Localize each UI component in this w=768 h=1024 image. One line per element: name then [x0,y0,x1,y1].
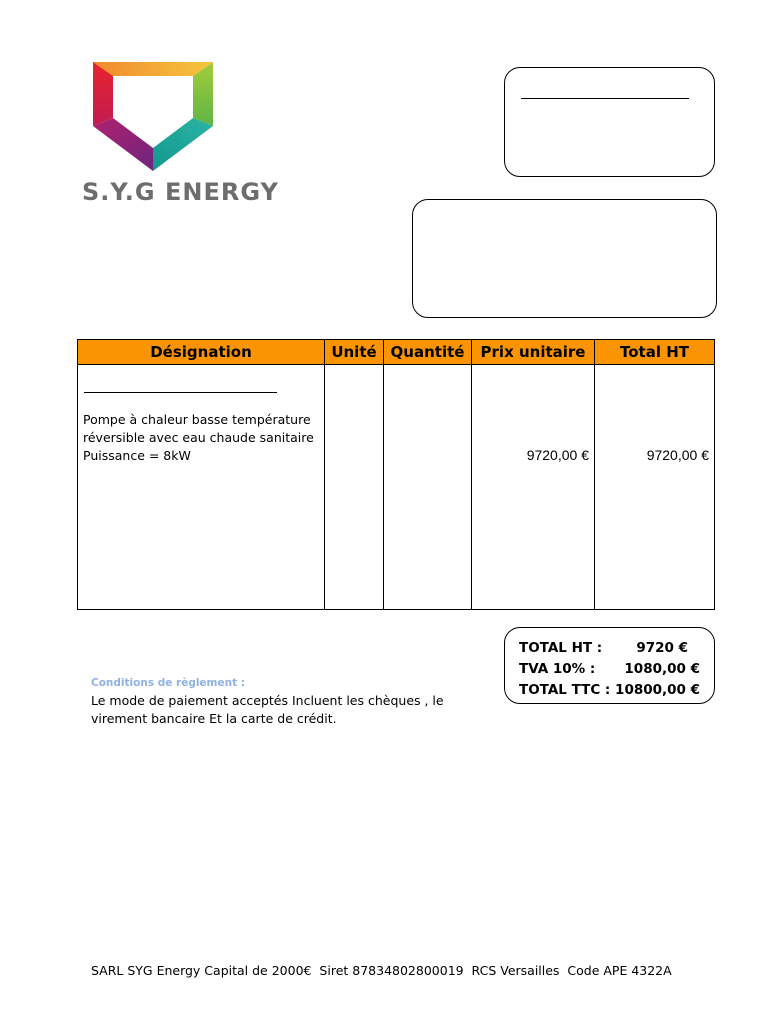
header-total-ht: Total HT [595,340,715,365]
header-unite: Unité [325,340,384,365]
designation-line-2: réversible avec eau chaude sanitaire [83,430,314,445]
total-ttc-label: TOTAL TTC : [519,682,611,698]
designation-title-line [84,392,277,393]
tva-row [519,659,700,680]
total-ht-amount: 9720 € [636,640,688,656]
total-ht-label: TOTAL HT : [519,640,603,656]
total-ttc-amount: 10800,00 € [615,682,701,698]
table-row [78,365,715,610]
invoice-items-table [77,339,715,610]
company-name: S.Y.G ENERGY [82,178,279,206]
total-ht-value: 9720,00 € [646,447,709,463]
prix-unitaire-value: 9720,00 € [526,447,589,463]
company-legal-footer: SARL SYG Energy Capital de 2000€ Siret 87834802800019 RCS Versailles Code APE 4322A [91,963,672,978]
company-logo-icon [90,60,216,174]
address-box [412,199,717,318]
recipient-name-line [521,98,689,99]
payment-conditions-text: Le mode de paiement acceptés Incluent les chèques , le virement bancaire Et la carte de crédit. [91,693,444,726]
quantite-cell [384,365,472,610]
designation-cell [78,365,325,610]
total-ht-row [519,638,700,659]
tva-label: TVA 10% : [519,661,596,677]
tva-amount: 1080,00 € [624,661,700,677]
total-ttc-line [519,680,700,701]
header-prix-unitaire: Prix unitaire [472,340,595,365]
designation-line-1: Pompe à chaleur basse température [83,412,311,427]
prix-unitaire-cell [472,365,595,610]
total-ht-cell [595,365,715,610]
designation-text [83,411,323,465]
payment-conditions-title: Conditions de règlement : [91,677,245,689]
totals-box [504,627,715,704]
total-ttc-row [519,680,700,701]
header-quantite: Quantité [384,340,472,365]
recipient-box [504,67,715,177]
table-header-row [78,340,715,365]
header-designation: Désignation [78,340,325,365]
unite-cell [325,365,384,610]
designation-line-3: Puissance = 8kW [83,448,191,463]
